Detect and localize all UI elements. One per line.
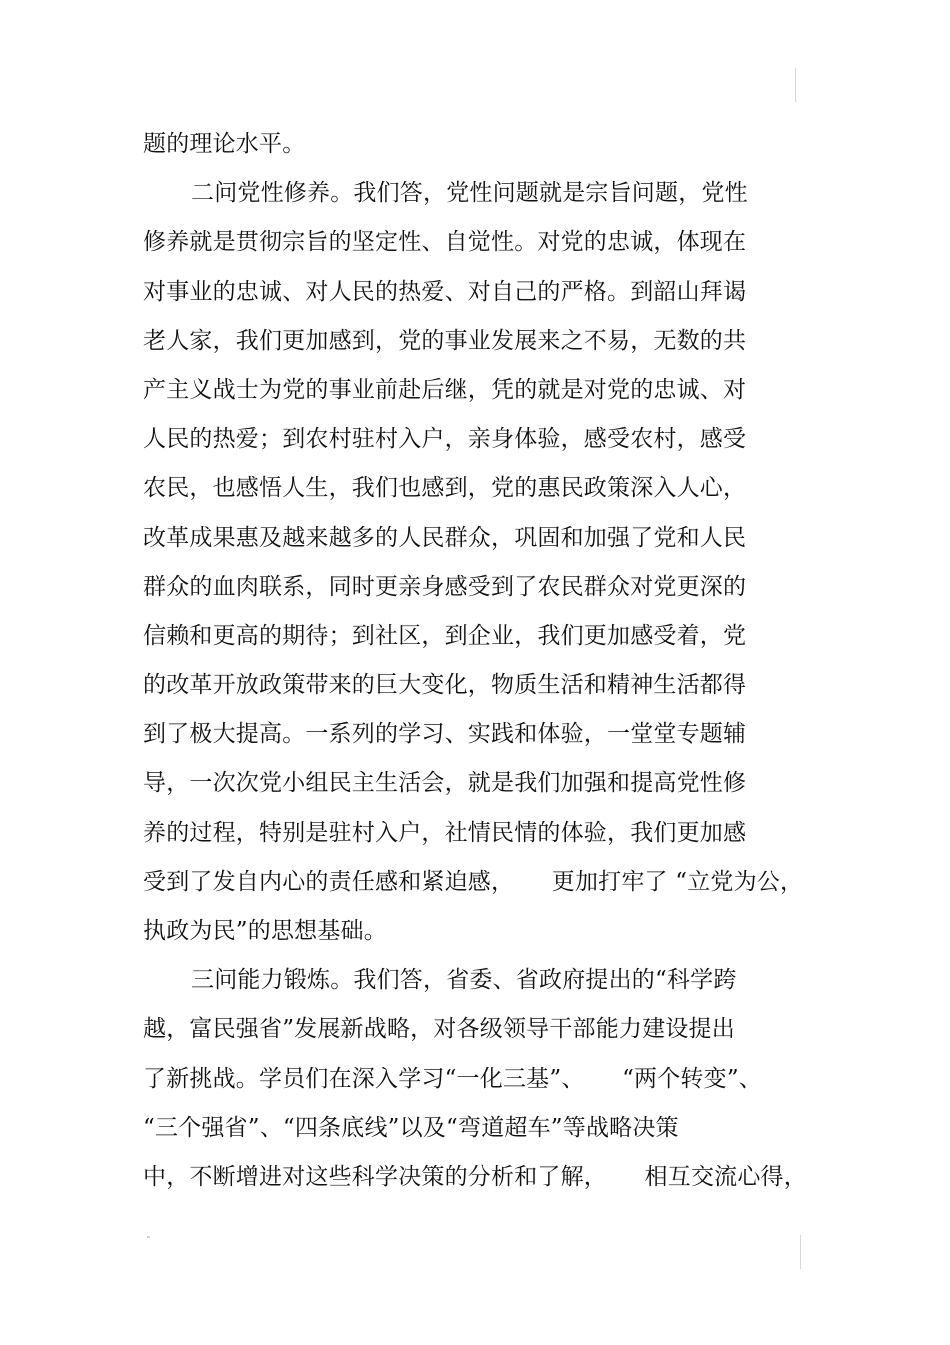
text-line: 改革成果惠及越来越多的人民群众，巩固和加强了党和人民 xyxy=(143,524,747,551)
body-text xyxy=(143,120,807,1202)
text-line: 养的过程，特别是驻村入户，社情民情的体验，我们更加感 xyxy=(143,819,747,846)
paragraph-start-line: 二问党性修养。我们答，党性问题就是宗旨问题，党性 xyxy=(191,180,748,207)
text-line: 导，一次次党小组民主生活会，就是我们加强和提高党性修 xyxy=(143,770,747,797)
text-line: 群众的血肉联系，同时更亲身感受到了农民群众对党更深的 xyxy=(143,573,747,600)
page-edge-dot-bottom xyxy=(147,1236,150,1238)
text-line: 的改革开放政策带来的巨大变化，物质生活和精神生活都得 xyxy=(143,672,747,699)
text-line: “三个强省”、“四条底线”以及“弯道超车”等战略决策 xyxy=(143,1114,679,1141)
text-line: 了新挑战。学员们在深入学习“一化三基”、 “两个转变”、 xyxy=(143,1065,762,1092)
text-line: 对事业的忠诚、对人民的热爱、对自己的严格。到韶山拜谒 xyxy=(143,278,747,305)
text-line: 中，不断增进对这些科学决策的分析和了解， 相互交流心得， xyxy=(143,1163,807,1190)
text-line: 农民，也感悟人生，我们也感到，党的惠民政策深入人心， xyxy=(143,475,747,502)
text-line: 越，富民强省”发展新战略，对各级领导干部能力建设提出 xyxy=(143,1016,735,1043)
text-line: 执政为民”的思想基础。 xyxy=(143,918,387,944)
text-line: 修养就是贯彻宗旨的坚定性、自觉性。对党的忠诚，体现在 xyxy=(143,229,747,256)
text-line: 信赖和更高的期待；到社区，到企业，我们更加感受着，党 xyxy=(143,622,747,649)
text-line: 到了极大提高。一系列的学习、实践和体验，一堂堂专题辅 xyxy=(143,721,747,748)
paragraph-start-line: 三问能力锻炼。我们答，省委、省政府提出的“科学跨 xyxy=(191,967,737,994)
page-edge-mark-bottom xyxy=(800,1235,801,1269)
text-line: 产主义战士为党的事业前赴后继，凭的就是对党的忠诚、对 xyxy=(143,376,747,403)
text-line: 受到了发自内心的责任感和紧迫感， 更加打牢了 “立党为公， xyxy=(143,868,804,895)
text-line: 题的理论水平。 xyxy=(143,131,306,157)
text-line: 人民的热爱；到农村驻村入户，亲身体验，感受农村，感受 xyxy=(143,426,747,453)
text-line: 老人家，我们更加感到，党的事业发展来之不易，无数的共 xyxy=(143,327,747,354)
page-edge-mark-top xyxy=(795,68,796,102)
